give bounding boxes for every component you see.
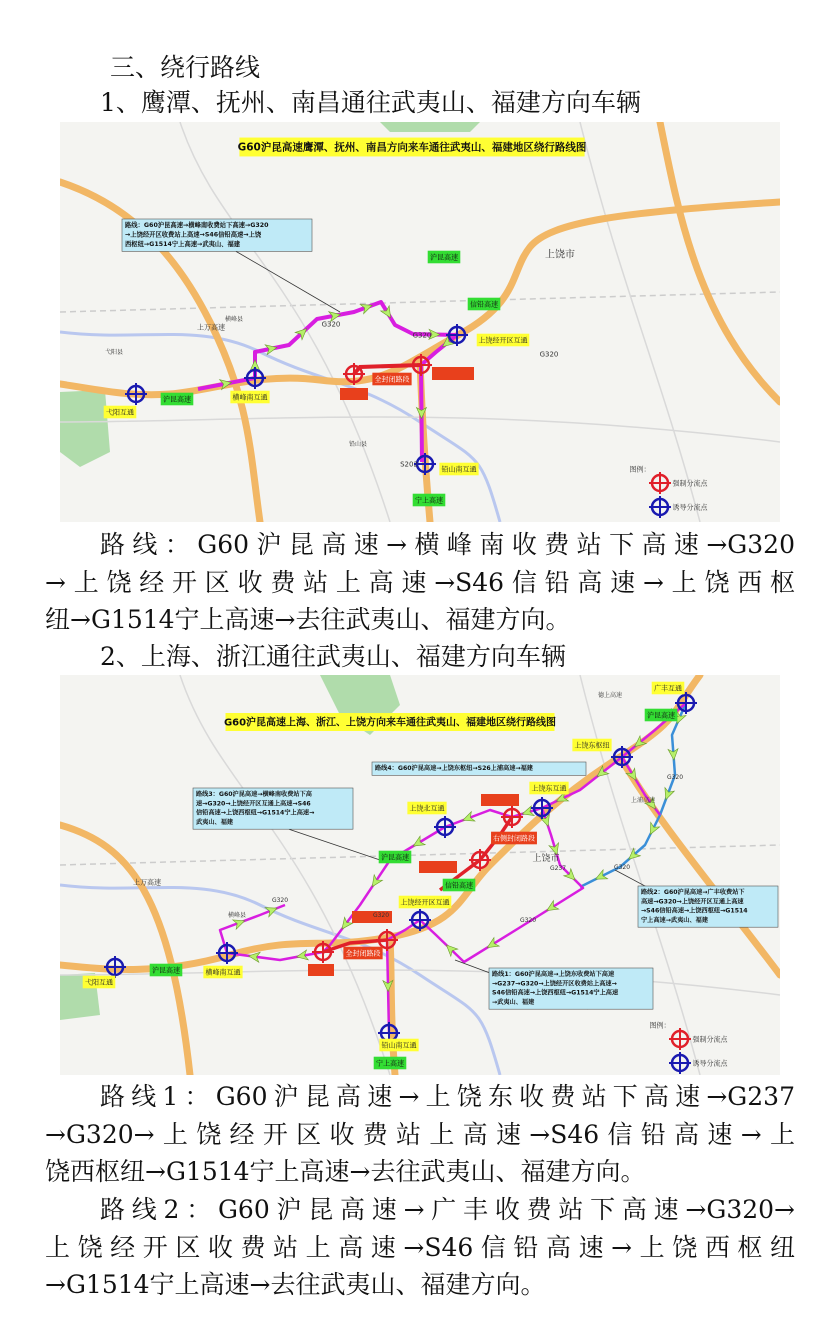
map-place-label	[693, 1034, 729, 1043]
svg-text:高速→G320→上饶经开区互通上高速: 高速→G320→上饶经开区互通上高速	[641, 898, 744, 906]
green-map-label	[374, 1057, 407, 1070]
yellow-map-label	[203, 966, 242, 979]
route-text-line: 上饶经开区收费站上高速→S46信铅高速→上饶西枢纽	[45, 1233, 795, 1262]
svg-text:德上高速: 德上高速	[597, 692, 623, 700]
green-map-label	[645, 709, 678, 722]
map-place-label	[322, 320, 341, 328]
green-map-label	[413, 494, 446, 507]
svg-text:铅山南互通: 铅山南互通	[381, 1041, 417, 1050]
yellow-map-label	[439, 463, 478, 476]
map-place-label	[349, 440, 367, 448]
map-place-label	[373, 912, 389, 919]
closed-map-label	[372, 373, 411, 386]
green-map-label	[379, 851, 412, 864]
svg-text:路线2：G60沪昆高速→广丰收费站下: 路线2：G60沪昆高速→广丰收费站下	[641, 889, 745, 897]
svg-text:铅山南互通: 铅山南互通	[441, 465, 477, 474]
svg-text:路线1：G60沪昆高速→上饶东收费站下高速: 路线1：G60沪昆高速→上饶东收费站下高速	[492, 971, 615, 979]
svg-text:G320: G320	[666, 774, 684, 782]
svg-text:信铅高速: 信铅高速	[445, 881, 473, 890]
closed-label-box	[308, 964, 334, 976]
map-place-label	[400, 460, 418, 468]
yellow-map-label	[529, 782, 568, 795]
yellow-map-label	[399, 896, 452, 909]
svg-text:右侧封闭路段: 右侧封闭路段	[493, 834, 535, 843]
svg-text:横峰南互通: 横峰南互通	[205, 968, 241, 977]
section2-title: 2、上海、浙江通往武夷山、福建方向车辆	[100, 642, 566, 671]
route-text-line: 路线：G60沪昆高速→横峰南收费站下高速→G320	[100, 530, 795, 559]
svg-text:G320: G320	[519, 917, 537, 925]
svg-text:S202: S202	[400, 460, 418, 469]
map-place-label	[650, 1020, 671, 1029]
svg-text:G60沪昆高速上海、浙江、上饶方向来车通往武夷山、福建地区绕: G60沪昆高速上海、浙江、上饶方向来车通往武夷山、福建地区绕行路线图	[223, 717, 557, 729]
svg-text:G237: G237	[549, 865, 567, 873]
svg-text:弋阳互通: 弋阳互通	[106, 408, 134, 417]
green-map-label	[161, 393, 194, 406]
map-place-label	[197, 322, 225, 331]
title-map-label	[238, 138, 587, 157]
map-place-label	[667, 774, 683, 781]
map-place-label	[614, 864, 630, 871]
svg-text:宁上高速: 宁上高速	[415, 496, 443, 505]
svg-text:横峰县: 横峰县	[224, 316, 244, 324]
svg-text:沪昆高速: 沪昆高速	[430, 253, 458, 262]
map-place-label	[630, 464, 651, 473]
route-text-line: 纽→G1514宁上高速→去往武夷山、福建方向。	[45, 605, 571, 634]
map-place-label	[673, 478, 709, 487]
svg-text:沪昆高速: 沪昆高速	[381, 853, 409, 862]
svg-text:G320: G320	[321, 320, 341, 329]
yellow-map-label	[104, 406, 137, 419]
map-place-label	[228, 911, 246, 919]
svg-text:全封闭路段: 全封闭路段	[374, 375, 410, 384]
route-text-line: 路线1：G60沪昆高速→上饶东收费站下高速→G237	[100, 1082, 795, 1111]
detour-map-1	[60, 122, 780, 522]
closed-map-label	[343, 947, 382, 960]
route-text-line: 饶西枢纽→G1514宁上高速→去往武夷山、福建方向。	[45, 1157, 646, 1186]
section-heading: 三、绕行路线	[110, 53, 261, 82]
green-map-label	[150, 964, 183, 977]
svg-text:弋阳县: 弋阳县	[104, 349, 124, 357]
svg-text:上饶经开区互通: 上饶经开区互通	[400, 898, 450, 907]
svg-text:上万高速: 上万高速	[133, 878, 161, 887]
svg-text:→S46信铅高速→上饶西枢纽→G1514: →S46信铅高速→上饶西枢纽→G1514	[641, 907, 748, 915]
svg-text:G320: G320	[372, 912, 390, 920]
svg-text:信铅高速→上饶西枢纽→G1514宁上高速→: 信铅高速→上饶西枢纽→G1514宁上高速→	[196, 809, 315, 817]
map-place-label	[225, 315, 243, 323]
section1-title: 1、鹰潭、抚州、南昌通往武夷山、福建方向车辆	[100, 88, 641, 117]
park-area	[60, 390, 110, 467]
svg-text:G320: G320	[613, 864, 631, 872]
map-place-label	[631, 796, 655, 804]
route-text-line: →上饶经开区收费站上高速→S46信铅高速→上饶西枢	[45, 568, 795, 597]
closed-map-label	[491, 832, 537, 845]
yellow-map-label	[230, 391, 269, 404]
svg-text:G320: G320	[271, 897, 289, 905]
yellow-map-label	[652, 682, 685, 695]
map-place-label	[545, 248, 575, 261]
closed-label-box	[340, 388, 368, 400]
svg-text:上饶北互通: 上饶北互通	[409, 804, 445, 813]
green-map-label	[428, 251, 461, 264]
svg-text:上饶市: 上饶市	[532, 854, 560, 865]
map-place-label	[598, 691, 622, 699]
svg-text:弋阳互通: 弋阳互通	[85, 978, 113, 987]
svg-text:武夷山、福建: 武夷山、福建	[196, 818, 234, 826]
svg-text:沪昆高速: 沪昆高速	[647, 711, 675, 720]
svg-text:横峰县: 横峰县	[227, 912, 247, 920]
svg-text:上浦高速: 上浦高速	[630, 797, 656, 805]
svg-text:G60沪昆高速鹰潭、抚州、南昌方向来车通往武夷山、福建地区绕: G60沪昆高速鹰潭、抚州、南昌方向来车通往武夷山、福建地区绕行路线图	[237, 141, 587, 154]
yellow-map-label	[477, 334, 530, 347]
svg-text:上饶东互通: 上饶东互通	[531, 784, 567, 793]
svg-text:→武夷山、福建: →武夷山、福建	[492, 998, 535, 1006]
svg-text:路线3：G60沪昆高速→横峰南收费站下高: 路线3：G60沪昆高速→横峰南收费站下高	[196, 791, 312, 799]
svg-text:路线：G60沪昆高速→横峰南收费站下高速→G320: 路线：G60沪昆高速→横峰南收费站下高速→G320	[125, 222, 269, 230]
svg-text:→G237→G320→上饶经开区收费站上高速→: →G237→G320→上饶经开区收费站上高速→	[492, 980, 617, 988]
map-place-label	[105, 348, 123, 356]
route-text-line: 路线2：G60沪昆高速→广丰收费站下高速→G320→	[100, 1195, 795, 1224]
svg-text:广丰互通: 广丰互通	[654, 684, 682, 693]
route-description-box	[372, 762, 586, 775]
closed-label-box	[419, 861, 457, 873]
yellow-map-label	[407, 802, 446, 815]
svg-text:宁上高速: 宁上高速	[376, 1059, 404, 1068]
svg-text:诱导分流点: 诱导分流点	[692, 1059, 728, 1068]
map-place-label	[550, 865, 566, 872]
svg-text:图例：: 图例：	[629, 465, 651, 474]
svg-text:宁上高速→武夷山、福建: 宁上高速→武夷山、福建	[641, 916, 709, 924]
yellow-map-label	[83, 976, 116, 989]
svg-text:速→G320→上饶经开区互通上高速→S46: 速→G320→上饶经开区互通上高速→S46	[196, 800, 311, 808]
svg-text:上饶东枢纽: 上饶东枢纽	[574, 741, 610, 750]
svg-text:沪昆高速: 沪昆高速	[152, 966, 180, 975]
map-place-label	[133, 877, 161, 886]
svg-text:上饶经开区互通: 上饶经开区互通	[478, 336, 528, 345]
svg-text:横峰南互通: 横峰南互通	[232, 393, 268, 402]
svg-text:上饶市: 上饶市	[545, 249, 575, 261]
closed-label-box	[481, 794, 519, 806]
map-place-label	[532, 852, 559, 864]
park-area	[380, 122, 480, 132]
map-place-label	[540, 350, 559, 358]
svg-text:G320: G320	[412, 331, 432, 340]
map-place-label	[272, 897, 288, 904]
svg-text:强制分流点: 强制分流点	[672, 479, 708, 488]
svg-text:强制分流点: 强制分流点	[692, 1035, 728, 1044]
svg-text:路线4：G60沪昆高速→上饶东枢纽→S26上浦高速→福建: 路线4：G60沪昆高速→上饶东枢纽→S26上浦高速→福建	[375, 765, 533, 773]
map-place-label	[673, 502, 709, 511]
svg-text:→上饶经开区收费站上高速→S46信铅高速→上饶: →上饶经开区收费站上高速→S46信铅高速→上饶	[125, 231, 262, 239]
map-place-label	[693, 1058, 729, 1067]
svg-text:S46信铅高速→上饶西枢纽→G1514宁上高速: S46信铅高速→上饶西枢纽→G1514宁上高速	[492, 989, 619, 997]
route-text-line: →G1514宁上高速→去往武夷山、福建方向。	[45, 1270, 546, 1299]
map-place-label	[413, 331, 432, 339]
svg-text:西枢纽→G1514宁上高速→武夷山、福建: 西枢纽→G1514宁上高速→武夷山、福建	[125, 241, 241, 249]
map-place-label	[520, 917, 536, 924]
svg-text:G320: G320	[539, 350, 559, 359]
detour-map-2	[60, 675, 780, 1075]
title-map-label	[224, 713, 556, 731]
svg-text:图例：: 图例：	[649, 1021, 671, 1030]
route-text-line: →G320→上饶经开区收费站上高速→S46信铅高速→上	[45, 1120, 795, 1149]
green-map-label	[468, 298, 501, 311]
yellow-map-label	[572, 739, 611, 752]
svg-text:上万高速: 上万高速	[197, 323, 225, 332]
svg-text:信铅高速: 信铅高速	[470, 300, 498, 309]
yellow-map-label	[379, 1039, 418, 1052]
svg-text:全封闭路段: 全封闭路段	[345, 949, 381, 958]
green-map-label	[443, 879, 476, 892]
closed-label-box	[432, 367, 474, 380]
svg-text:铅山县: 铅山县	[348, 441, 368, 449]
svg-text:沪昆高速: 沪昆高速	[163, 395, 191, 404]
svg-text:诱导分流点: 诱导分流点	[672, 503, 708, 512]
